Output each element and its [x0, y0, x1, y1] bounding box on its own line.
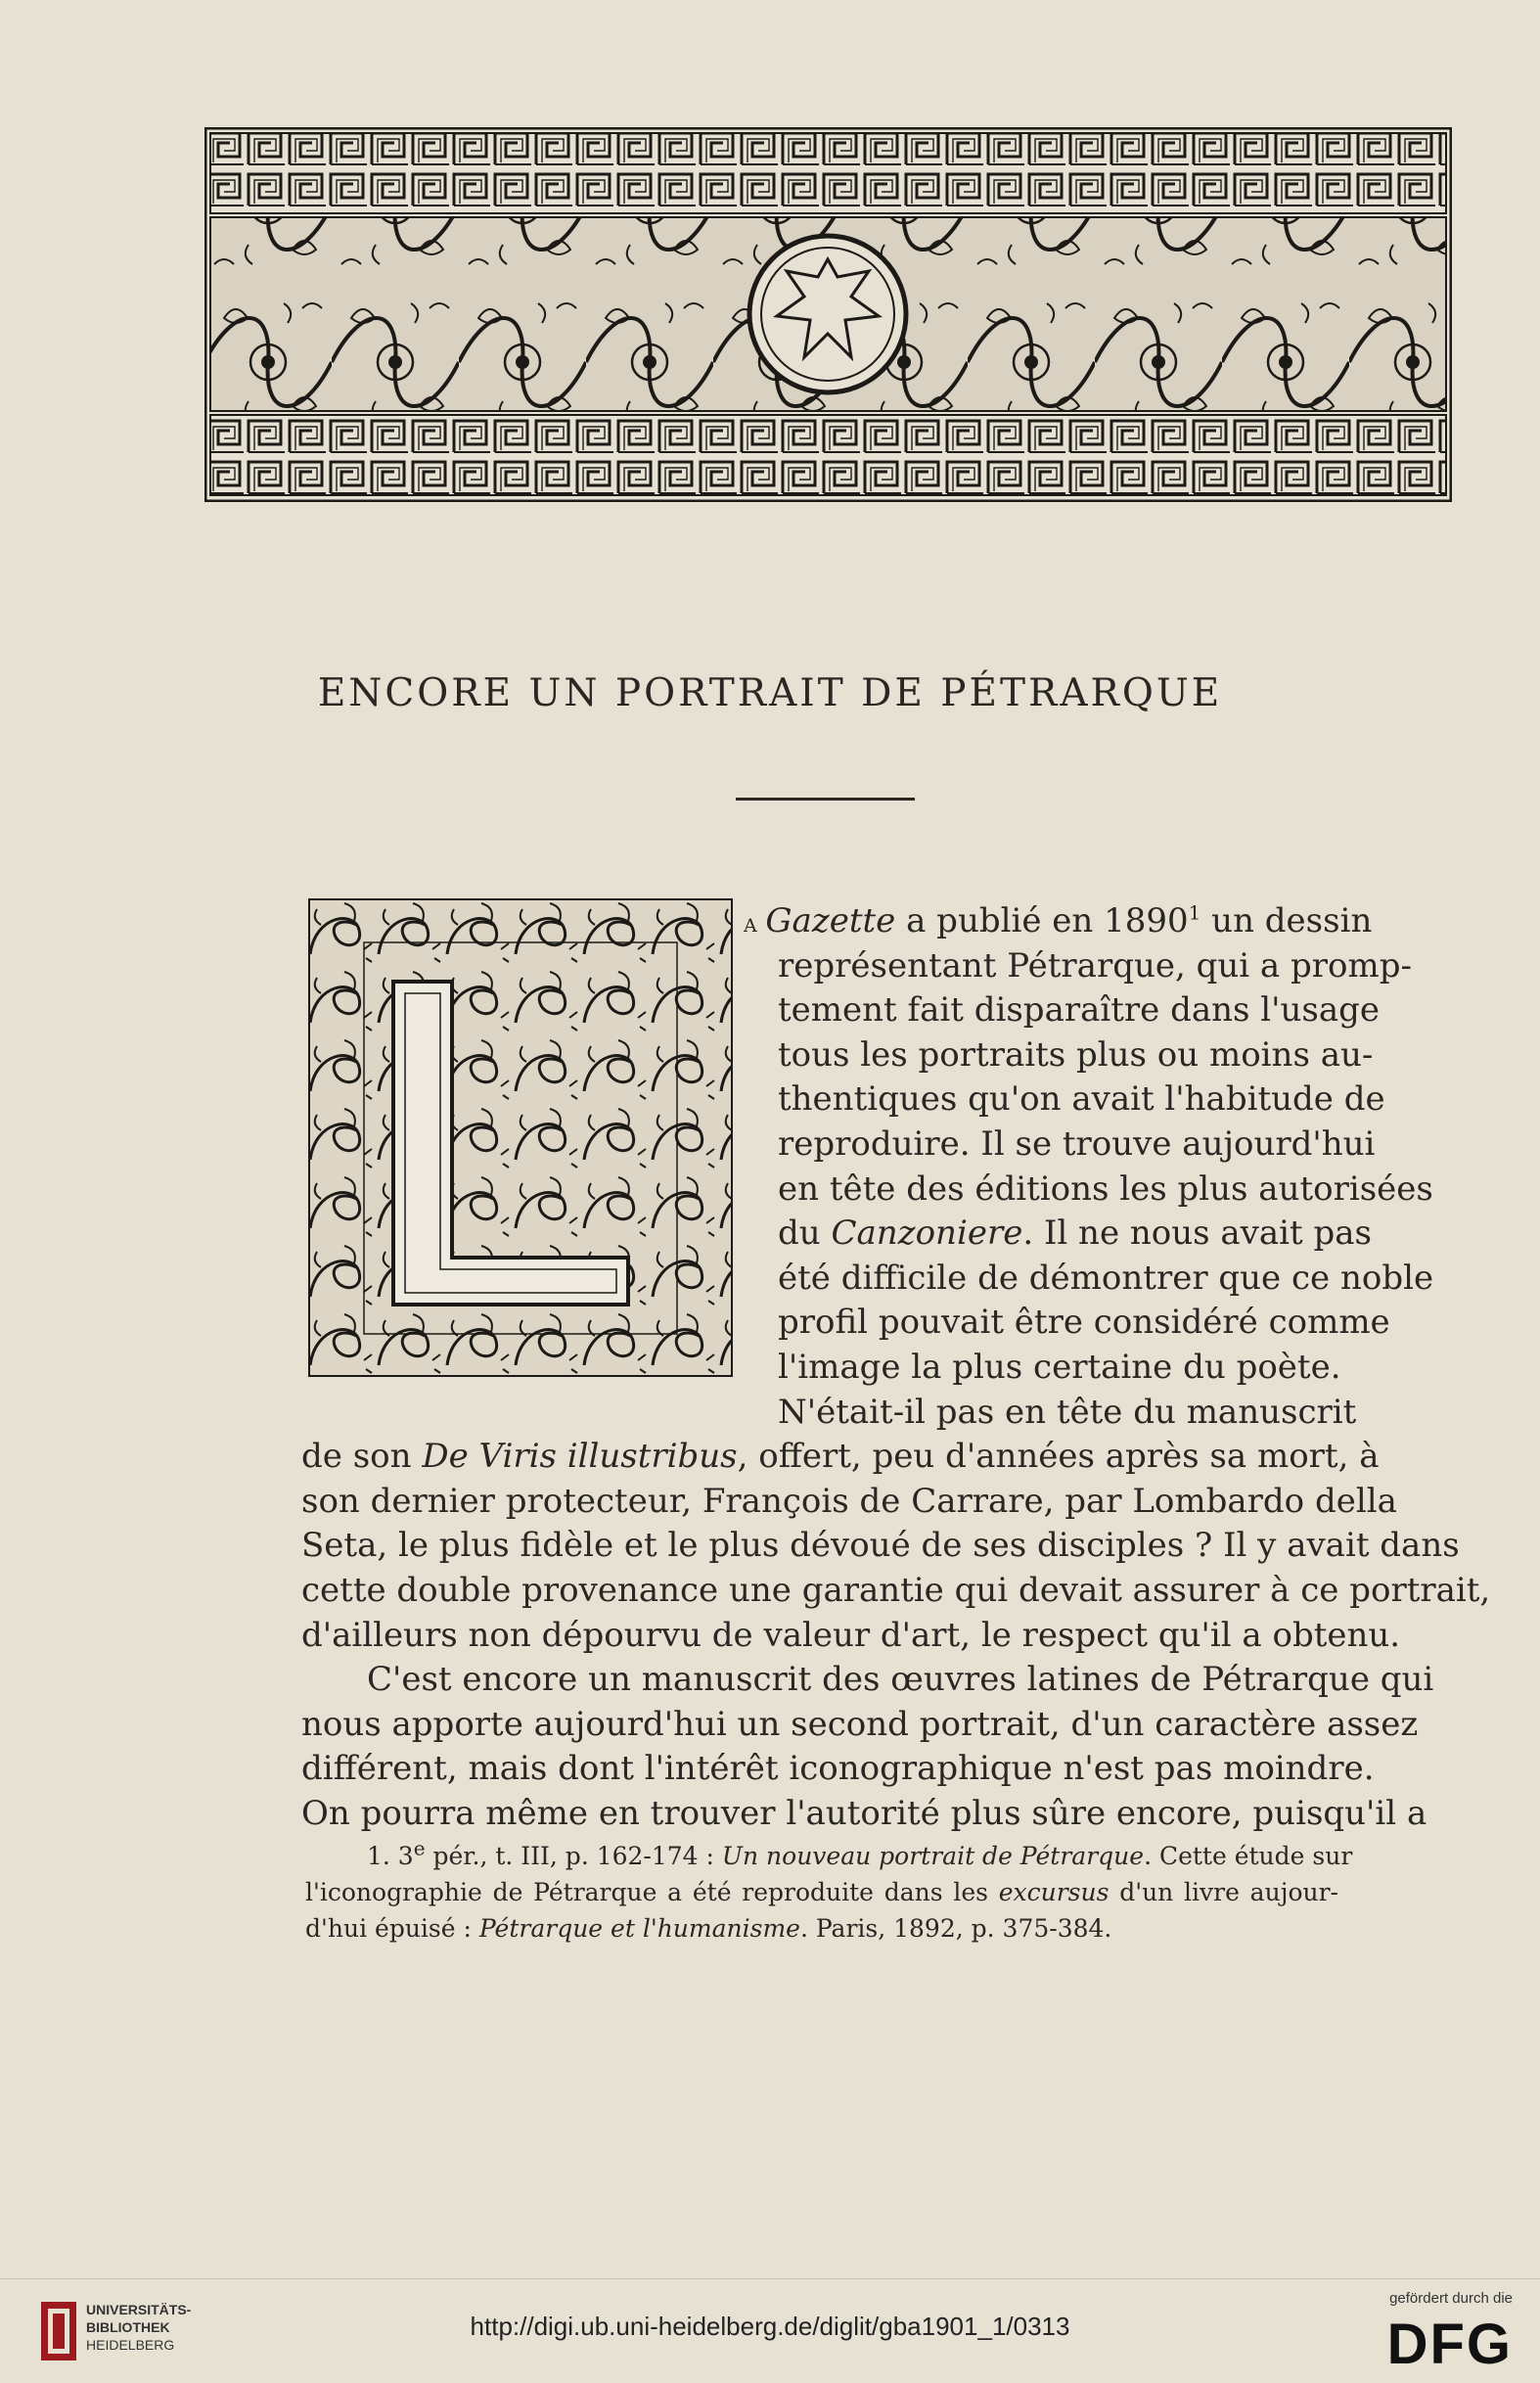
body-line: [301, 1481, 1397, 1522]
footnote-line: [305, 1876, 1338, 1909]
text-run: représentant Pétrarque, qui a promp-: [778, 946, 1412, 985]
text-run: . Cette étude sur: [1144, 1842, 1353, 1870]
body-line: [301, 1793, 1427, 1834]
body-line: [778, 1123, 1376, 1165]
text-run: e: [413, 1836, 426, 1860]
text-run: du: [778, 1214, 832, 1253]
funder-logo: DFG: [1386, 2313, 1513, 2376]
body-line: [778, 1034, 1374, 1076]
text-run: Un nouveau portrait de Pétrarque: [721, 1842, 1145, 1870]
body-line: [778, 1078, 1385, 1120]
text-run: d'hui épuisé :: [305, 1914, 479, 1943]
text-run: cette double provenance une garantie qui devait assurer à ce portrait,: [301, 1571, 1491, 1610]
body-line: [778, 1169, 1433, 1210]
text-run: d'un livre aujour-: [1109, 1878, 1338, 1906]
text-run: d'ailleurs non dépourvu de valeur d'art, le respect qu'il a obtenu.: [301, 1616, 1401, 1655]
text-run: différent, mais dont l'intérêt iconographique n'est pas moindre.: [301, 1749, 1375, 1788]
library-name-line-2: BIBLIOTHEK: [86, 2319, 170, 2335]
body-line: [301, 1704, 1419, 1745]
article-title: ENCORE UN PORTRAIT DE PÉTRARQUE: [317, 671, 1223, 715]
body-line: [778, 1392, 1357, 1433]
body-line: [778, 945, 1412, 986]
footnote-line: [305, 1912, 1338, 1946]
text-run: tement fait disparaître dans l'usage: [778, 990, 1380, 1030]
body-line: [778, 1258, 1434, 1299]
body-line: [301, 1570, 1491, 1611]
text-run: pér., t. III, p. 162-174 :: [425, 1842, 722, 1870]
text-run: N'était-il pas en tête du manuscrit: [778, 1393, 1357, 1432]
footer-divider: [0, 2278, 1540, 2279]
text-run: un dessin: [1200, 901, 1373, 940]
text-run: en tête des éditions les plus autorisées: [778, 1169, 1433, 1209]
body-line: [367, 1659, 1434, 1700]
text-run: excursus: [998, 1878, 1110, 1906]
text-run: reproduire. Il se trouve aujourd'hui: [778, 1124, 1376, 1164]
funding-note: gefördert durch die: [1389, 2290, 1513, 2307]
text-run: Pétrarque et l'humanisme: [478, 1914, 800, 1943]
body-line: [301, 1748, 1375, 1789]
body-line: [778, 1347, 1341, 1388]
text-run: nous apporte aujourd'hui un second portrait, d'un caractère assez: [301, 1705, 1419, 1744]
text-run: de son: [301, 1437, 423, 1476]
title-divider: [736, 798, 915, 801]
text-run: profil pouvait être considéré comme: [778, 1303, 1390, 1342]
text-run: a: [744, 908, 766, 939]
body-line: [778, 1213, 1372, 1254]
text-run: De Viris illustribus: [422, 1437, 738, 1476]
text-run: l'iconographie de Pétrarque a été reproduite dans les: [305, 1878, 999, 1906]
text-run: On pourra même en trouver l'autorité plus sûre encore, puisqu'il a: [301, 1794, 1427, 1833]
body-line: [778, 989, 1380, 1031]
body-line: [778, 1302, 1390, 1343]
library-name-line-1: UNIVERSITÄTS-: [86, 2302, 192, 2317]
footnote-line: [367, 1836, 1353, 1873]
text-run: 1. 3: [367, 1842, 414, 1870]
body-line: [744, 900, 1373, 944]
text-run: C'est encore un manuscrit des œuvres latines de Pétrarque qui: [367, 1660, 1434, 1699]
text-run: , offert, peu d'années après sa mort, à: [737, 1437, 1380, 1476]
text-run: tous les portraits plus ou moins au-: [778, 1035, 1374, 1075]
body-line: [301, 1525, 1460, 1566]
ornamental-header-band: [204, 127, 1452, 502]
text-run: Canzoniere: [831, 1214, 1023, 1253]
text-run: l'image la plus certaine du poète.: [778, 1348, 1341, 1387]
library-name-line-3: HEIDELBERG: [86, 2337, 175, 2353]
text-run: été difficile de démontrer que ce noble: [778, 1259, 1434, 1298]
decorative-initial-letter: [305, 895, 736, 1380]
text-run: Gazette: [765, 901, 896, 940]
text-run: thentiques qu'on avait l'habitude de: [778, 1079, 1385, 1119]
text-run: a publié en 1890: [895, 901, 1189, 940]
text-run: . Il ne nous avait pas: [1022, 1214, 1372, 1253]
source-url-link[interactable]: http://digi.ub.uni-heidelberg.de/diglit/gba1901_1/0313: [470, 2312, 1070, 2341]
body-line: [301, 1436, 1380, 1477]
text-run: Seta, le plus fidèle et le plus dévoué de ses disciples ? Il y avait dans: [301, 1526, 1460, 1565]
body-line: [301, 1615, 1401, 1656]
text-run: . Paris, 1892, p. 375-384.: [799, 1914, 1112, 1943]
text-run: 1: [1188, 900, 1201, 925]
text-run: son dernier protecteur, François de Carrare, par Lombardo della: [301, 1482, 1397, 1521]
